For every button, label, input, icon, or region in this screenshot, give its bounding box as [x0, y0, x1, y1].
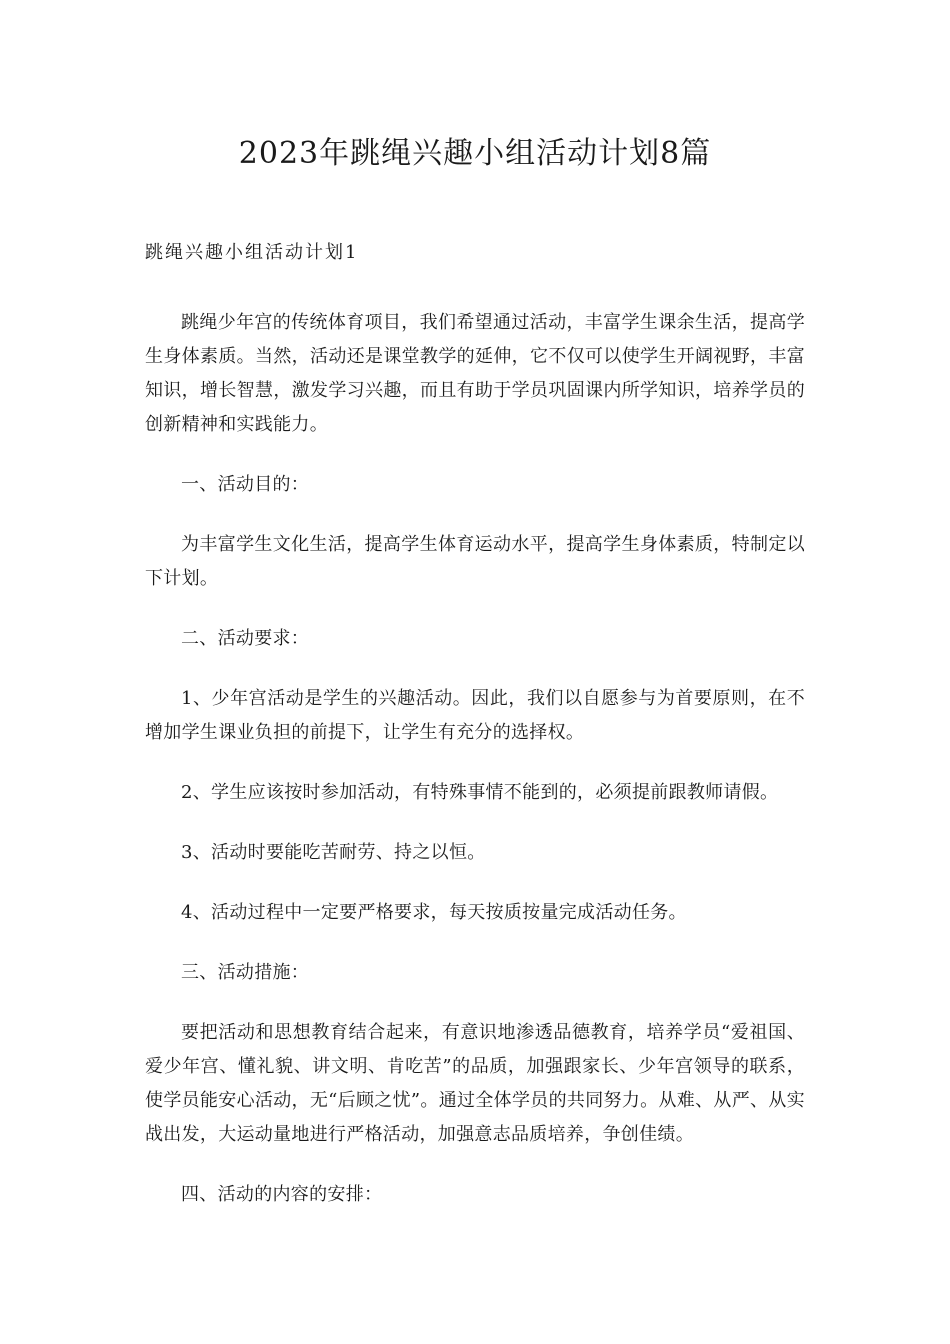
document-body: [145, 306, 805, 1238]
paragraph-measures: 要把活动和思想教育结合起来，有意识地渗透品德教育，培养学员“爱祖国、爱少年宫、懂礼貌、讲文明、肯吃苦”的品质，加强跟家长、少年宫领导的联系，使学员能安心活动，无“后顾之忧”。通过全体学员的共同努力。从难、从严、从实战出发，大运动量地进行严格活动，加强意志品质培养，争创佳绩。: [145, 1022, 805, 1145]
paragraph-purpose: 为丰富学生文化生活，提高学生体育运动水平，提高学生身体素质，特制定以下计划。: [145, 534, 805, 589]
document-title: 2023年跳绳兴趣小组活动计划8篇: [238, 136, 712, 171]
heading-activity-measures: 三、活动措施：: [181, 962, 310, 983]
requirement-item-2: 2、学生应该按时参加活动，有特殊事情不能到的，必须提前跟教师请假。: [181, 782, 779, 803]
requirement-item-3: 3、活动时要能吃苦耐劳、持之以恒。: [181, 842, 486, 863]
heading-activity-requirements: 二、活动要求：: [181, 628, 310, 649]
heading-activity-purpose: 一、活动目的：: [181, 474, 310, 495]
heading-activity-content: 四、活动的内容的安排：: [181, 1184, 383, 1205]
requirement-item-1: 1、少年宫活动是学生的兴趣活动。因此，我们以自愿参与为首要原则，在不增加学生课业负担的前提下，让学生有充分的选择权。: [145, 688, 805, 743]
paragraph-intro: 跳绳少年宫的传统体育项目，我们希望通过活动，丰富学生课余生活，提高学生身体素质。当然，活动还是课堂教学的延伸，它不仅可以使学生开阔视野，丰富知识，增长智慧，激发学习兴趣，而且有助于学员巩固课内所学知识，培养学员的创新精神和实践能力。: [145, 312, 805, 435]
section-title: 跳绳兴趣小组活动计划1: [145, 242, 359, 263]
requirement-item-4: 4、活动过程中一定要严格要求，每天按质按量完成活动任务。: [181, 902, 687, 923]
